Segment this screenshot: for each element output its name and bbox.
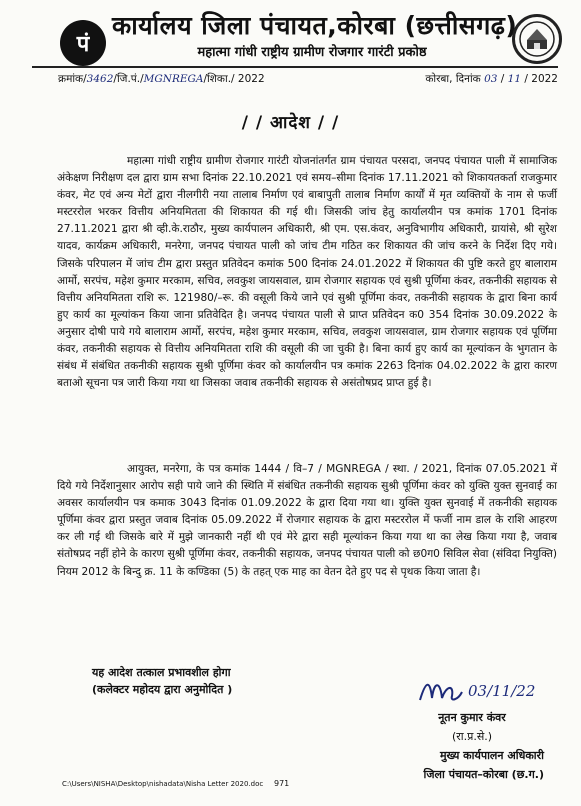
effect-note: [92, 664, 232, 698]
handwritten-month: 11: [507, 73, 522, 85]
emblem-icon: [518, 20, 556, 58]
handwritten-number: 3462: [86, 73, 114, 85]
signature-scrawl-icon: [416, 670, 536, 710]
reference-line: [58, 72, 558, 88]
office-subtitle: महात्मा गांधी राष्ट्रीय ग्रामीण रोजगार गारंटी प्रकोष्ठ: [197, 45, 427, 60]
officer-service: (रा.प्र.से.): [451, 730, 493, 743]
reference-number: क्रमांक/3462/जि.पं./MGNREGA/शिका./ 2022: [58, 73, 265, 85]
zila-panchayat-logo: [60, 20, 106, 66]
effect-line-2: (कलेक्टर महोदय द्वारा अनुमोदित ): [92, 683, 233, 696]
officer-designation: मुख्य कार्यपालन अधिकारी: [439, 749, 544, 762]
signature-block: [382, 708, 562, 784]
footer-number: 971: [274, 779, 290, 788]
logo-glyph: पं: [76, 32, 90, 57]
signature-date: 03/11/22: [468, 682, 536, 700]
handwritten-day: 03: [484, 73, 498, 85]
file-path-footer: C:\Users\NISHA\Desktop\nishadata\Nisha Letter 2020.doc: [62, 780, 264, 788]
order-heading: / / आदेश / /: [241, 113, 340, 133]
order-paragraph-2: आयुक्त, मनरेगा, के पत्र कमांक 1444 / वि–7 / MGNREGA / स्था. / 2021, दिनांक 07.05.2021 में दिये गये निर्देशानुसार आरोप सही पाये जाने की स्थिति में संबंधित तकनीकी सहायक सुश्री पूर्णिमा कंवर को युक्ति युक्त सुनवाई का अवसर कार्यालयीन पत्र कमाक 3043 दिनांक 01.09.2022 के द्वारा दिया गया था। युक्ति युक्त सुनवाई में तकनीकी सहायक पूर्णिमा कंवर द्वारा प्रस्तुत जवाब दिनांक 05.09.2022 में रोजगार सहायक के द्वारा मस्टररोल में फर्जी नाम डाल के राशि आहरण कर ली गई थी जिसके बारे में मुझे जानकारी नहीं थी एवं मेरे द्वारा सही मूल्यांकन किया गया था का लेख किया गया है, जवाब संतोषप्रद नहीं होने के कारण सुश्री पूर्णिमा कंवर, तकनीकी सहायक, जनपद पंचायत पाली को छ0ग0 सिविल सेवा (संविदा नियुक्ति) नियम 2012 के बिन्दु क्र. 11 के कण्डिका (5) के तहत् एक माह का वेतन देते हुए पद से पृथक किया जाता है।: [57, 463, 557, 578]
reference-date: कोरबा, दिनांक 03 / 11 / 2022: [425, 73, 558, 85]
order-paragraph-1: महात्मा गांधी राष्ट्रीय ग्रामीण रोजगार गारंटी योजनांतर्गत ग्राम पंचायत परसदा, जनपद पंचायत पाली में सामाजिक अंकेक्षण निरीक्षण दल द्वारा ग्राम सभा दिनांक 22.10.2021 एवं समय–सीमा दिनांक 17.11.2021 को शिकायतकर्ता राजकुमार कंवर, मेट एवं अन्य मेटों द्वारा नीलगीरी नया तालाब निर्माण एवं बाबापुती तालाब निर्माण कार्यों में मृत व्यक्तियों के नाम से फर्जी मस्टररोल भरकर वित्तीय अनियमितता की शिकायत की गई थी। जिसकी जांच हेतु कार्यालयीन पत्र कमांक 1701 दिनांक 27.11.2021 द्वारा श्री व्ही.के.राठौर, मुख्य कार्यपालन अधिकारी, श्री एम. एस.कंवर, अनुविभागीय अधिकारी, ग्रायांसे, श्री सुरेश यादव, कार्यक्रम अधिकारी, मनरेगा, जनपद पंचायत पाली को जांच टीम गठित कर शिकायत की जांच करने के निर्देश दिए गये। जिसके परिपालन में जांच टीम द्वारा प्रस्तुत प्रतिवेदन कमांक 500 दिनांक 24.01.2022 में शिकायत की पुष्टि करते हुए बालाराम आर्मो, सरपंच, महेश कुमार मरकाम, सचिव, लवकुश जायसवाल, ग्राम रोजगार सहायक एवं सुश्री पूर्णिमा कंवर, तकनीकी सहायक से वित्तीय अनियमितता राशि रू. 121980/–रू. की वसूली किये जाने एवं सुश्री पूर्णिमा कंवर, तकनीकी सहायक के द्वारा बिना कार्य हुए कार्य का मूल्यांकन किया जाना प्रतिवेदित है। जनपद पंचायत पाली से प्राप्त प्रतिवेदन क0 354 दिनांक 30.09.2022 के अनुसार दोषी पाये गये बालाराम आर्मो, सरपंच, महेश कुमार मरकाम, सचिव, लवकुश जायसवाल, ग्राम रोजगार सहायक एवं पूर्णिमा कंवर, तकनीकी सहायक से वित्तीय अनियमितता राशि की वसूली की जा चुकी है। बिना कार्य हुए कार्य का मूल्यांकन के भुगतान के संबंध में संबंधित तकनीकी सहायक सुश्री पूर्णिमा कंवर को कार्यालयीन पत्र कमांक 2263 दिनांक 04.02.2022 के द्वारा कारण बताओ सूचना पत्र जारी किया गया था जिसका जवाब तकनीकी सहायक से असंतोषप्रद प्राप्त हुई है।: [57, 155, 557, 390]
officer-name: नूतन कुमार कंवर: [438, 711, 506, 724]
header-divider: [32, 66, 558, 68]
officer-office: जिला पंचायत–कोरबा (छ.ग.): [423, 768, 544, 781]
government-emblem: [512, 14, 562, 64]
office-title: कार्यालय जिला पंचायत,कोरबा (छत्तीसगढ़): [112, 11, 518, 40]
effect-line-1: यह आदेश तत्काल प्रभावशील होगा: [92, 666, 231, 679]
handwritten-dept: MGNREGA: [143, 73, 204, 85]
